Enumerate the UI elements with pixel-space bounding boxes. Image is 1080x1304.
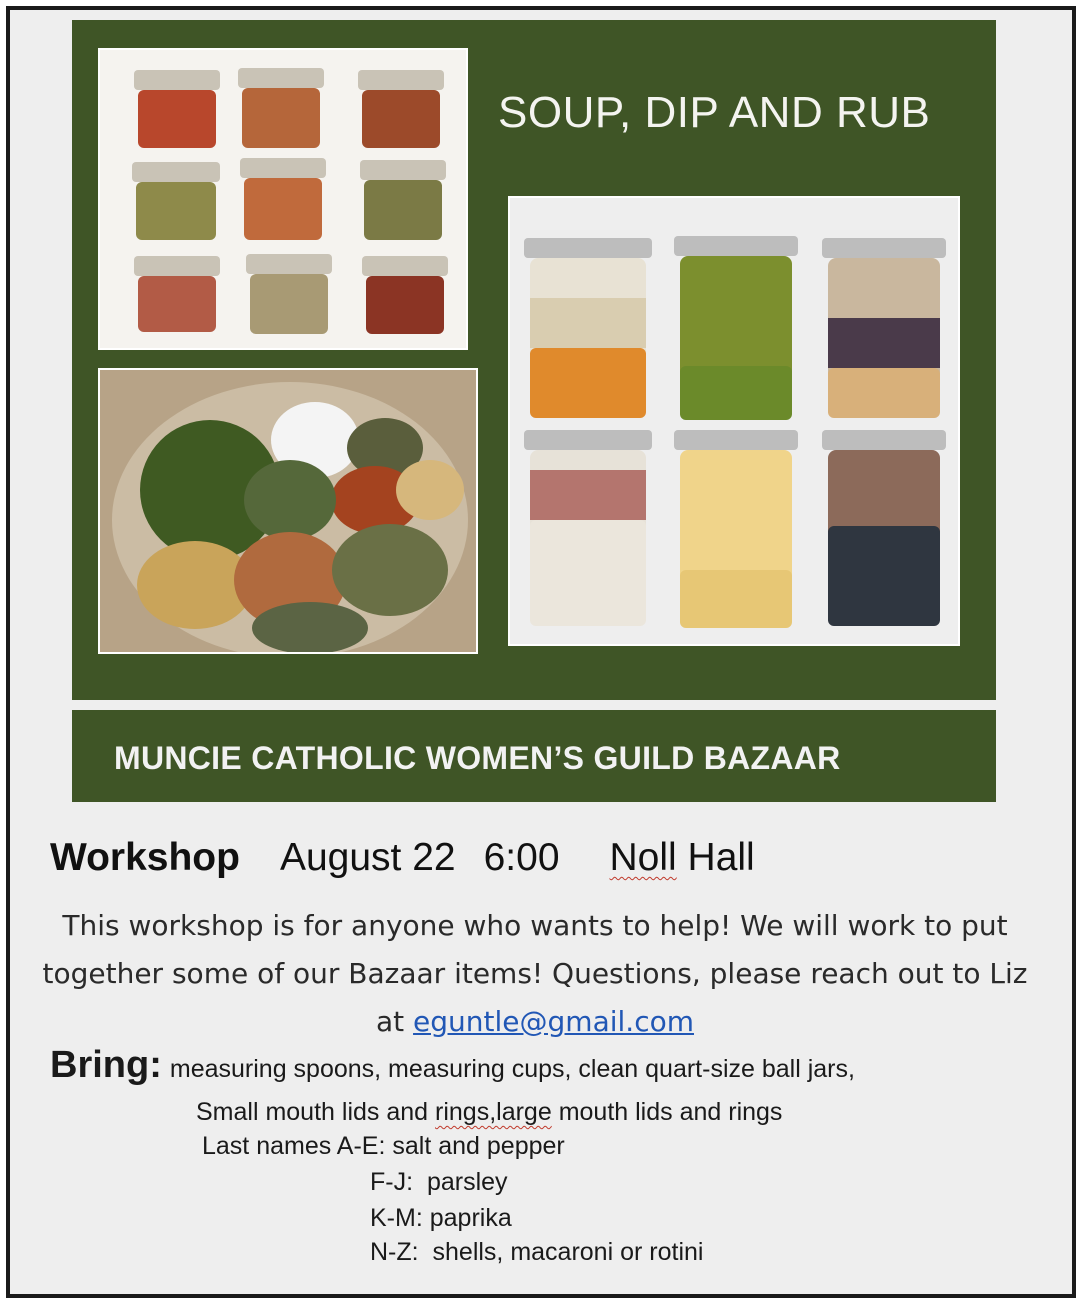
group-range: F-J:: [370, 1168, 414, 1196]
group-k-m: [370, 1204, 512, 1233]
workshop-time: 6:00: [483, 836, 560, 879]
bring-label: Bring:: [50, 1044, 162, 1086]
group-a-e: [202, 1132, 565, 1161]
group-range: Last names A-E:: [202, 1132, 386, 1160]
workshop-info: [50, 836, 755, 880]
contact-email-link[interactable]: eguntle@gmail.com: [413, 1005, 694, 1038]
guild-name: MUNCIE CATHOLIC WOMEN’S GUILD BAZAAR: [114, 740, 841, 776]
group-item: parsley: [426, 1168, 508, 1196]
flyer-title: SOUP, DIP AND RUB: [498, 88, 931, 137]
group-item: shells, macaroni or rotini: [432, 1238, 704, 1266]
group-f-j: [370, 1168, 508, 1197]
group-n-z: [370, 1238, 703, 1267]
workshop-description: [40, 902, 1030, 1046]
spice-bowl-photo: [98, 368, 478, 654]
venue-noll: Noll: [609, 836, 677, 879]
group-range: K-M:: [370, 1204, 423, 1232]
group-range: N-Z:: [370, 1238, 419, 1266]
soup-jars-photo: [508, 196, 960, 646]
spice-jars-photo: [98, 48, 468, 350]
workshop-venue: [610, 836, 755, 879]
group-item: paprika: [429, 1204, 512, 1232]
bring-line-2: Small mouth lids and rings,large mouth lids and rings: [196, 1098, 783, 1126]
workshop-date: August 22: [279, 836, 456, 879]
workshop-label: Workshop: [50, 836, 240, 879]
bring-line-1: measuring spoons, measuring cups, clean quart-size ball jars,: [169, 1055, 855, 1083]
group-item: salt and pepper: [392, 1132, 565, 1160]
description-text: This workshop is for anyone who wants to help! We will work to put together some of our Bazaar items! Questions, please reach out to Liz at: [42, 909, 1028, 1038]
venue-hall: Hall: [676, 836, 755, 879]
bring-heading: [50, 1044, 855, 1087]
